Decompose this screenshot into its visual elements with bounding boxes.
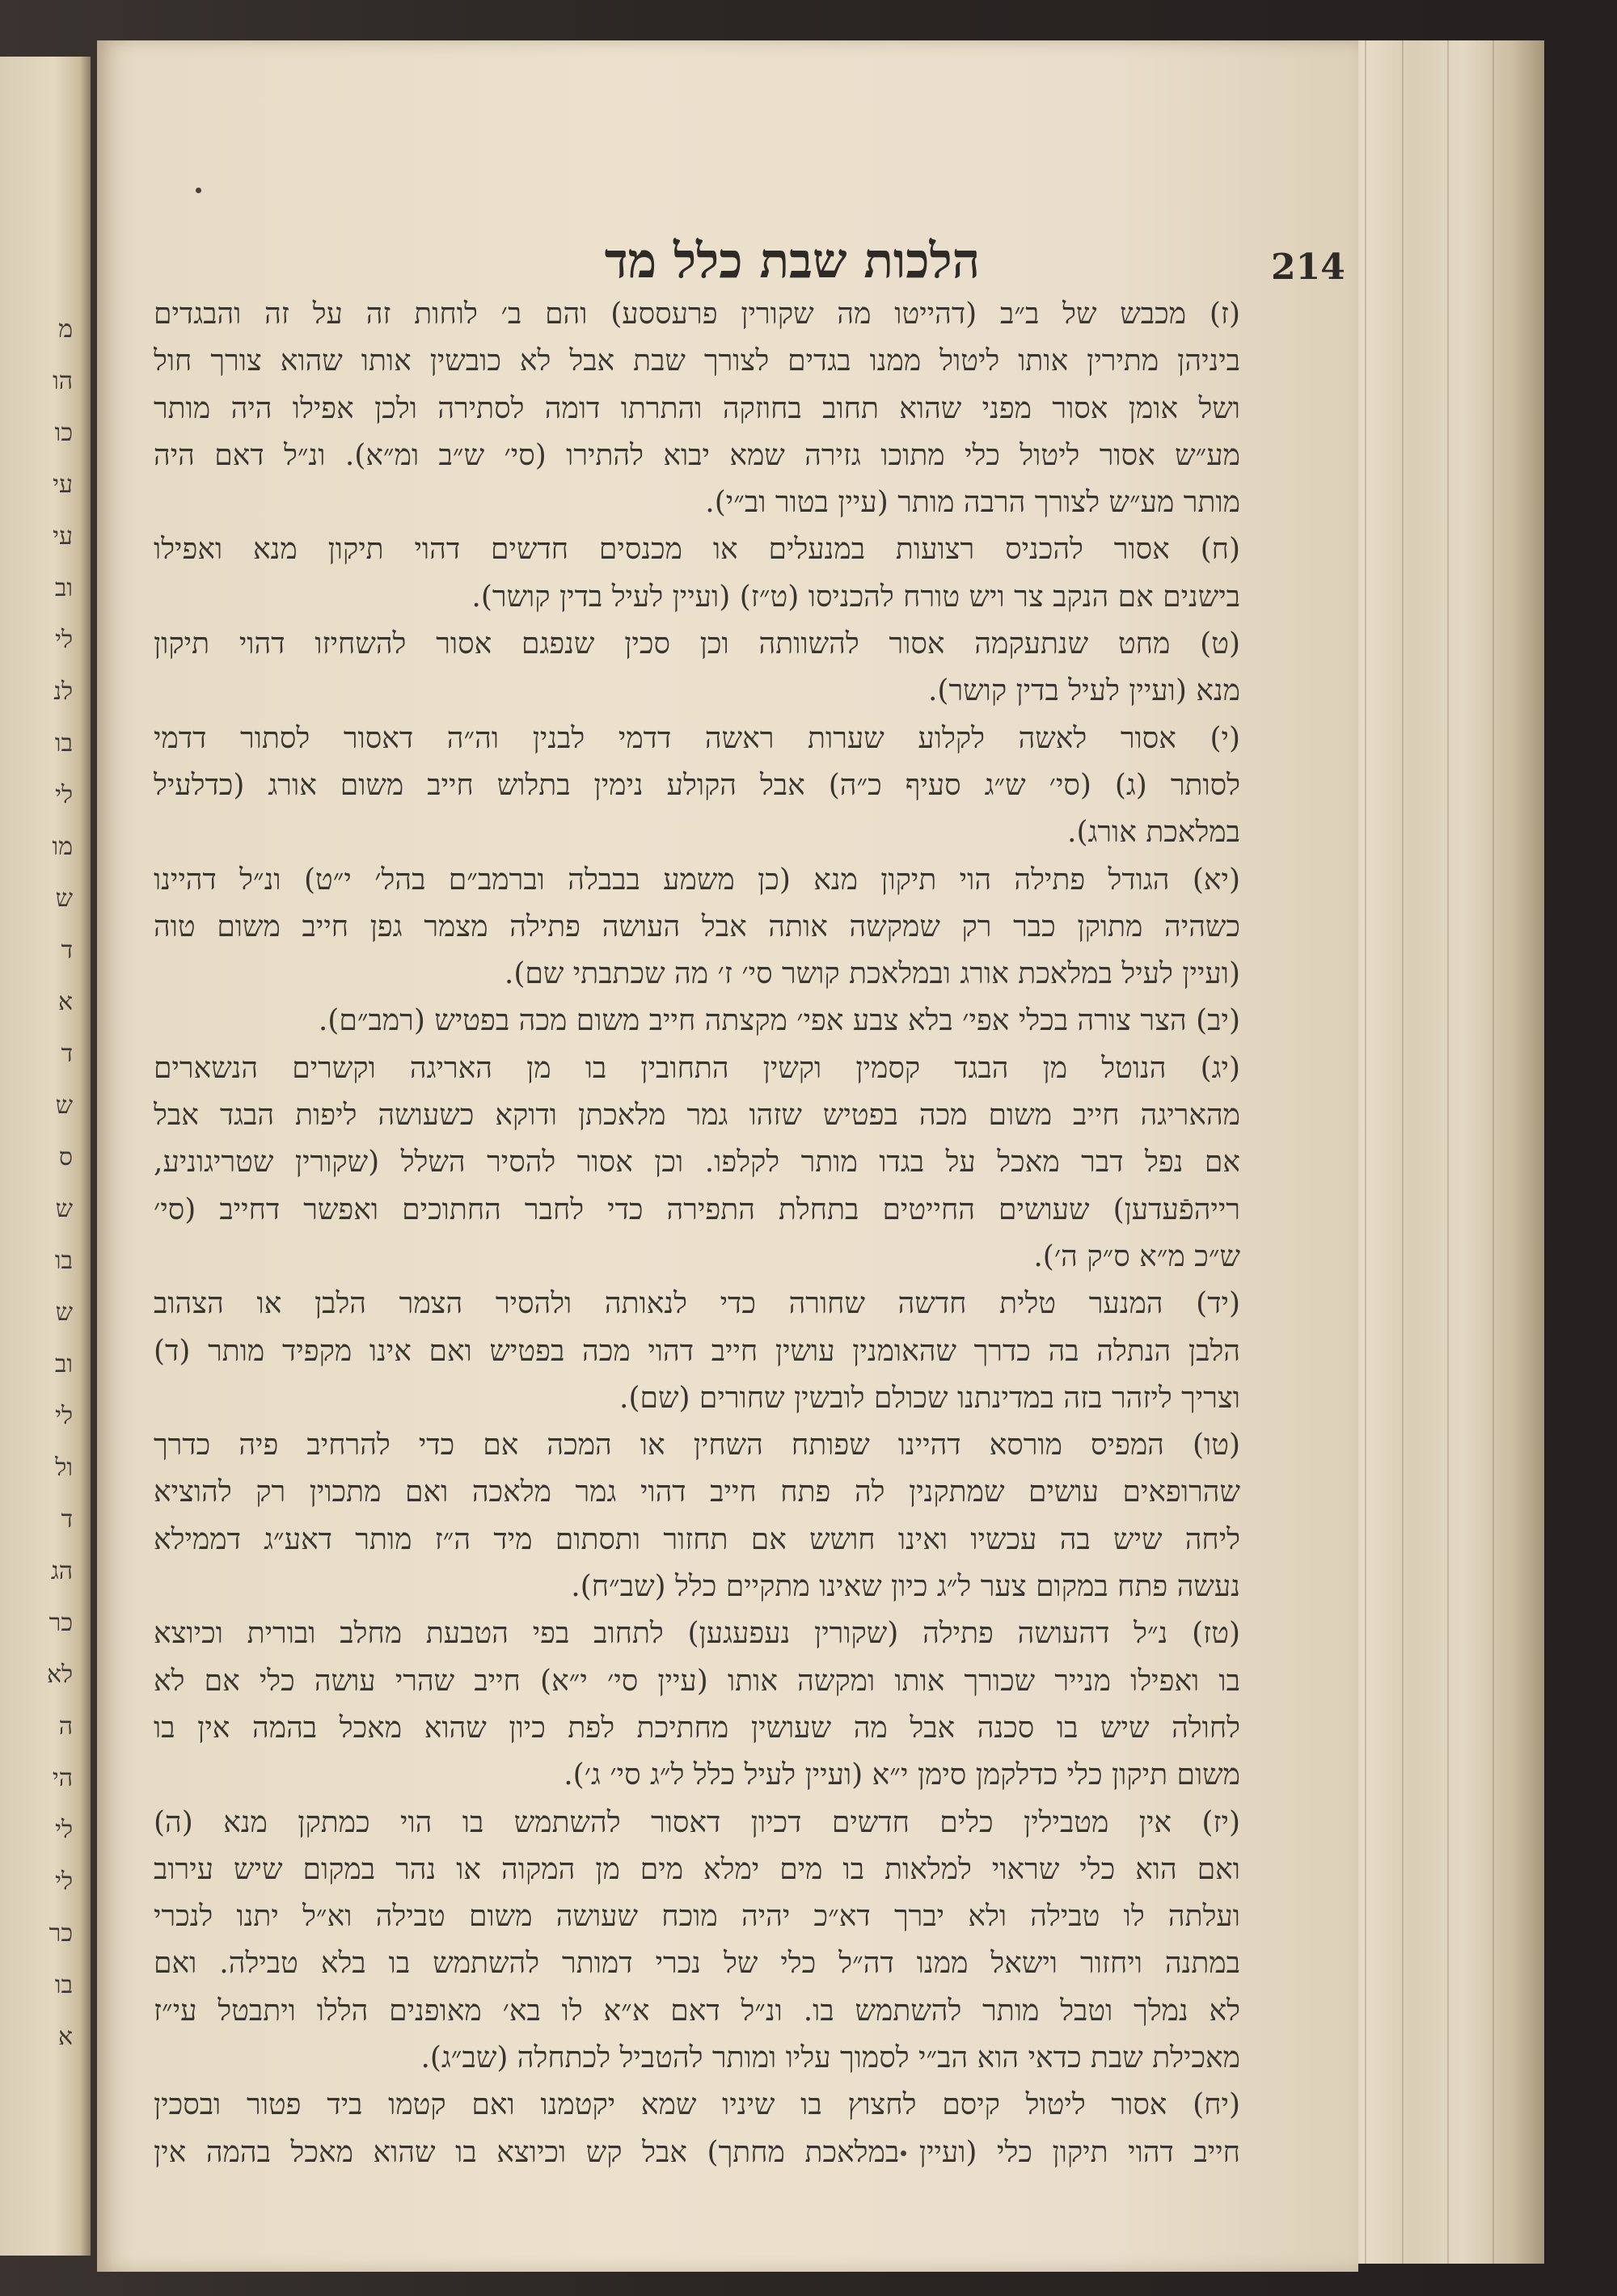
left-page-fragment: ד [61, 1505, 73, 1534]
left-page-fragment: וב [54, 574, 73, 602]
text-line: בו ואפילו מנייר שכורך אותו ומקשה אותו (עיין סי׳ י״א) חייב שהרי עושה כלי אם לא [154, 1664, 1240, 1698]
text-line: (יב) הצר צורה בכלי אפי׳ בלא צבע אפי׳ מקצתה חייב משום מכה בפטיש (רמב״ם). [318, 1004, 1240, 1038]
text-line: שהרופאים עושים שמתקנין לה פתח חייב דהוי גמר מלאכה ואם מתכוין רק להוציא [154, 1475, 1240, 1509]
left-page-fragment: עי [53, 471, 73, 499]
text-line: בישנים אם הנקב צר ויש טורח להכניסו (ט״ז) (ועיין לעיל בדין קושר). [471, 580, 1240, 614]
text-line: ושל אומן אסור מפני שהוא תחוב בחוזקה והתרתו דומה לסתירה ולכן אפילו היה מותר [154, 391, 1240, 425]
text-line: מנא (ועיין לעיל בדין קושר). [927, 674, 1240, 708]
left-page-fragment: ש [55, 1298, 73, 1327]
left-page-edge [0, 57, 91, 2256]
left-page-fragment: מו [52, 833, 73, 861]
text-line: מאכילת שבת כדאי הוא הב״י לסמוך עליו ומותר להטביל לכתחלה (שב״ג). [420, 2041, 1240, 2074]
left-page-fragment: ול [55, 1454, 73, 1482]
left-page-fragment: בו [54, 1971, 73, 1999]
left-page-fragment: ד [61, 936, 73, 964]
left-page-fragment: כר [49, 1609, 73, 1637]
left-page-fragment: ש [55, 1091, 73, 1120]
page-edge-line [1402, 40, 1404, 2264]
text-line: (יא) הגודל פתילה הוי תיקון מנא (כן משמע בבבלה וברמב״ם בהל׳ י״ט) ונ״ל דהיינו [154, 863, 1240, 897]
page-number: 214 [1271, 247, 1345, 288]
body-text [154, 291, 1240, 2176]
left-page-fragment: בו [54, 1247, 73, 1275]
text-line: (טו) המפיס מורסא דהיינו שפותח השחין או המכה אם כדי להרחיב פיה כדרך [154, 1429, 1240, 1462]
text-line: אם נפל דבר מאכל על בגדו מותר לקלפו. וכן אסור להסיר השלל (שקורין שטריגוניע, [154, 1146, 1240, 1180]
text-line: (ח) אסור להכניס רצועות במנעלים או מכנסים חדשים דהוי תיקון מנא ואפילו [154, 533, 1240, 567]
text-line: לסותר (ג) (סי׳ ש״ג סעיף כ״ה) אבל הקולע נימין בתלוש חייב משום אורג (כדלעיל [154, 768, 1240, 802]
text-line: ביניהן מתירין אותו ליטול ממנו בגדים לצורך שבת אבל לא כובשין אותו שהוא צורך חול [154, 344, 1240, 378]
left-page-fragment: ס [58, 1143, 73, 1171]
text-line: ואם הוא כלי שראוי למלאות בו מים ימלא מים מן המקוה או נהר במקום שיש עירוב [154, 1852, 1240, 1886]
left-page-fragment: ד [61, 1040, 73, 1068]
text-line: לחולה שיש בו סכנה אבל מה שעושין מחתיכת לפת כיון שהוא מאכל בהמה אין בו [154, 1711, 1240, 1745]
text-line: במלאכת אורג). [1067, 816, 1240, 850]
text-line: (ט) מחט שנתעקמה אסור להשוותה וכן סכין שנפגם אסור להשחיזו דהוי תיקון [154, 627, 1240, 661]
left-page-fragment: הי [52, 1764, 73, 1792]
left-page-fragment: וב [54, 1350, 73, 1378]
left-page-fragment: ש [55, 1195, 73, 1223]
text-line: (י) אסור לאשה לקלוע שערות ראשה דדמי לבנין וה״ה דאסור לסתור דדמי [154, 721, 1240, 755]
text-line: חייב דהוי תיקון כלי (ועיין במלאכת מחתך) אבל קש וכיוצא בו שהוא מאכל בהמה אין [154, 2135, 1240, 2169]
text-line: (יג) הנוטל מן הבגד קסמין וקשין התחובין בו מן האריגה וקשרים הנשארים [154, 1051, 1240, 1085]
text-line: נעשה פתח במקום צער ל״ג כיון שאינו מתקיים כלל (שב״ח). [571, 1570, 1240, 1604]
left-page-fragment: ה [58, 1712, 73, 1741]
left-page-fragment: ש [55, 884, 73, 913]
text-line: מע״ש אסור ליטול כלי מתוכו גזירה שמא יבוא להתירו (סי׳ ש״ב ומ״א). ונ״ל דאם היה [154, 438, 1240, 472]
ink-speck [196, 188, 201, 193]
left-page-fragment: לי [55, 1868, 73, 1896]
page-edge-line [1492, 40, 1494, 2264]
page-edge-line [1365, 40, 1366, 2264]
text-line: (יז) אין מטבילין כלים חדשים דכיון דאסור להשתמש בו הוי כמתקן מנא (ה) [154, 1805, 1240, 1839]
left-page-fragment: הו [53, 367, 73, 395]
left-page-fragment: א [57, 988, 73, 1016]
text-line: (ז) מכבש של ב״ב (דהייטו מה שקורין פרעססע) והם ב׳ לוחות זה על זה והבגדים [154, 298, 1240, 331]
text-line: ועלתה לו טבילה ולא יברך דא״כ יהיה מוכח שעושה משום טבילה וא״ל יתנו לנכרי [154, 1900, 1240, 1934]
text-line: ש״כ מ״א ס״ק ה׳). [1033, 1239, 1240, 1273]
text-line: (ועיין לעיל במלאכת אורג ובמלאכת קושר סי׳ ז׳ מה שכתבתי שם). [504, 957, 1240, 991]
left-page-fragment: הג [50, 1557, 73, 1585]
left-page-fragment: לי [55, 781, 73, 809]
left-page-fragment: כו [54, 419, 73, 447]
text-line: וצריך ליזהר בזה במדינתנו שכולם לובשין שחורים (שם). [619, 1381, 1240, 1415]
left-page-fragment: בו [54, 729, 73, 758]
text-line: לא נמלך וטבל מותר להשתמש בו. ונ״ל דאם א״א לו בא׳ מאופנים הללו ויתבטל עי״ז [154, 1994, 1240, 2028]
running-head: הלכות שבת כלל מד [604, 233, 981, 289]
text-line: מותר מע״ש לצורך הרבה מותר (עיין בטור וב״י). [705, 486, 1240, 520]
text-line: הלבן הנתלה בה כדרך שהאומנין עושין חייב דהוי מכה בפטיש ואם אינו מקפיד מותר (ד) [154, 1334, 1240, 1368]
text-line: מהאריגה חייב משום מכה בפטיש שזהו גמר מלאכתן ודוקא כשעושה ליפות הבגד אבל [154, 1099, 1240, 1133]
text-line: ליחה שיש בה עכשיו ואינו חושש אם תחזור ותסתום מיד ה״ז מותר דאע״ג דממילא [154, 1522, 1240, 1556]
text-line: (טז) נ״ל דהעושה פתילה (שקורין נעפעגען) לתחוב בפי הטבעת מחלב ובורית וכיוצא [154, 1617, 1240, 1651]
page-edge-line [1447, 40, 1449, 2264]
left-page-fragment: לי [55, 1402, 73, 1430]
text-line: כשהיה מתוקן כבר רק שמקשה אותה אבל העושה פתילה מצמר גפן חייב משום טוה [154, 910, 1240, 943]
text-line: (יד) המנער טלית חדשה שחורה כדי לנאותה ולהסיר הצמר הלבן או הצהוב [154, 1287, 1240, 1321]
left-page-fragment: מ [58, 315, 73, 344]
left-page-fragment: כר [49, 1919, 73, 1948]
text-line: רייהפֿעדען) שעושים החייטים בתחלת התפירה כדי לחבר החתוכים ואפשר דחייב (סי׳ [154, 1192, 1240, 1226]
left-page-fragment: א [57, 2023, 73, 2051]
text-line: (יח) אסור ליטול קיסם לחצוץ בו שיניו שמא יקטמנו ואם קטמו ביד פטור ובסכין [154, 2088, 1240, 2122]
left-page-fragment: לי [55, 626, 73, 654]
text-line: משום תיקון כלי כדלקמן סימן י״א (ועיין לעיל כלל ל״ג סי׳ ג׳). [564, 1758, 1240, 1792]
left-page-fragment: לי [55, 1816, 73, 1844]
left-page-fragment: לא [46, 1661, 73, 1689]
left-page-fragment: לנ [53, 677, 73, 706]
text-line: במתנה ויחזור וישאל ממנו דה״ל כלי של נכרי דמותר להשתמש בו בלא טבילה. ואם [154, 1947, 1240, 1981]
page-block-edge [1342, 40, 1544, 2264]
left-page-fragment: עי [53, 522, 73, 551]
